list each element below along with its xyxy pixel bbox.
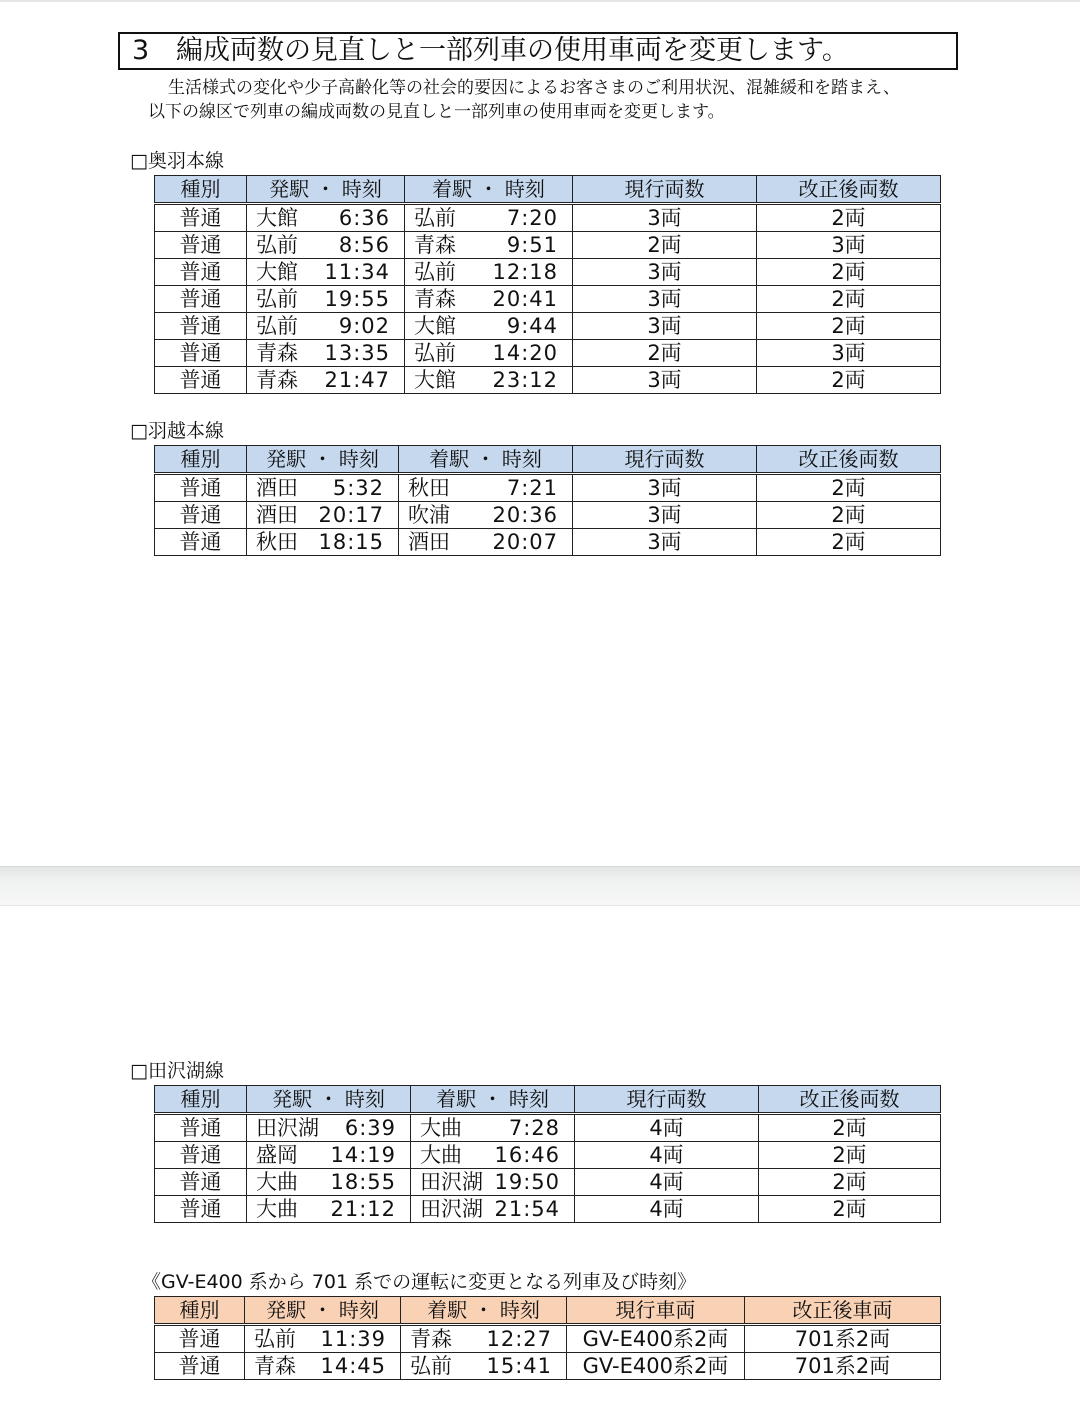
time-value: 20:07 [492, 530, 558, 554]
departure-cell [245, 1325, 401, 1353]
time-value: 14:20 [492, 341, 558, 365]
table-row [155, 474, 941, 502]
column-header: 着駅 ・ 時刻 [401, 1297, 567, 1325]
table-row [155, 286, 941, 313]
train-type-cell: 普通 [155, 313, 247, 340]
table-row [155, 259, 941, 286]
train-type-cell: 普通 [155, 502, 247, 529]
arrival-cell [405, 232, 573, 259]
section-title [118, 32, 958, 70]
revised-cars-cell: 701系2両 [745, 1325, 941, 1353]
table-row [155, 1196, 941, 1223]
line-name-ou: 奥羽本線 [147, 150, 224, 172]
arrival-cell [401, 1325, 567, 1353]
revised-cars-cell: 2両 [757, 204, 941, 232]
column-header: 発駅 ・ 時刻 [245, 1297, 401, 1325]
departure-cell [247, 474, 399, 502]
column-header: 改正後車両 [745, 1297, 941, 1325]
train-type-cell: 普通 [155, 259, 247, 286]
station-name: 弘前 [414, 206, 456, 230]
intro-line-2: 以下の線区で列車の編成両数の見直しと一部列車の使用車両を変更します。 [148, 102, 725, 122]
arrival-cell [399, 474, 573, 502]
revised-cars-cell: 3両 [757, 340, 941, 367]
table-row [155, 1353, 941, 1380]
time-value: 23:12 [492, 368, 558, 392]
departure-cell [247, 367, 405, 394]
time-value: 20:41 [492, 287, 558, 311]
time-value: 9:02 [338, 314, 390, 338]
station-name: 吹浦 [408, 503, 450, 527]
column-header: 現行両数 [575, 1086, 759, 1114]
time-value: 13:35 [324, 341, 390, 365]
time-value: 20:36 [492, 503, 558, 527]
station-name: 大館 [414, 368, 456, 392]
time-value: 8:56 [338, 233, 390, 257]
schedule-table-vehicle [154, 1296, 941, 1380]
column-header: 発駅 ・ 時刻 [247, 446, 399, 474]
intro-line-1: 生活様式の変化や少子高齢化等の社会的要因によるお客さまのご利用状況、混雑緩和を踏まえ、 [168, 78, 901, 98]
departure-cell [247, 529, 399, 556]
arrival-cell [399, 529, 573, 556]
station-name: 弘前 [256, 314, 298, 338]
current-cars-cell: GV-E400系2両 [567, 1353, 745, 1380]
current-cars-cell: 4両 [575, 1142, 759, 1169]
station-name: 大曲 [256, 1170, 298, 1194]
time-value: 19:55 [324, 287, 390, 311]
time-value: 15:41 [486, 1354, 552, 1378]
arrival-cell [405, 259, 573, 286]
current-cars-cell: 3両 [573, 286, 757, 313]
column-header: 種別 [155, 446, 247, 474]
time-value: 11:34 [324, 260, 390, 284]
departure-cell [247, 1169, 411, 1196]
departure-cell [247, 1196, 411, 1223]
current-cars-cell: 4両 [575, 1114, 759, 1142]
column-header: 改正後両数 [759, 1086, 941, 1114]
station-name: 大曲 [420, 1116, 462, 1140]
arrival-cell [405, 313, 573, 340]
revised-cars-cell: 2両 [757, 313, 941, 340]
time-value: 21:12 [330, 1197, 396, 1221]
time-value: 14:19 [330, 1143, 396, 1167]
revised-cars-cell: 3両 [757, 232, 941, 259]
time-value: 11:39 [320, 1327, 386, 1351]
current-cars-cell: 4両 [575, 1169, 759, 1196]
revised-cars-cell: 2両 [759, 1196, 941, 1223]
revised-cars-cell: 2両 [759, 1142, 941, 1169]
arrival-cell [411, 1196, 575, 1223]
station-name: 弘前 [256, 287, 298, 311]
train-type-cell: 普通 [155, 1196, 247, 1223]
column-header: 着駅 ・ 時刻 [399, 446, 573, 474]
table-row [155, 1114, 941, 1142]
station-name: 弘前 [256, 233, 298, 257]
current-cars-cell: 3両 [573, 313, 757, 340]
column-header: 着駅 ・ 時刻 [405, 176, 573, 204]
table-row [155, 340, 941, 367]
station-name: 弘前 [254, 1327, 296, 1351]
checkbox-square-icon: □ [130, 150, 148, 172]
station-name: 酒田 [408, 530, 450, 554]
schedule-table-tazawako [154, 1085, 941, 1223]
section-number: 3 [132, 35, 150, 66]
table-row [155, 1325, 941, 1353]
time-value: 6:36 [338, 206, 390, 230]
column-header: 種別 [155, 176, 247, 204]
table-row [155, 204, 941, 232]
station-name: 大曲 [420, 1143, 462, 1167]
revised-cars-cell: 2両 [757, 529, 941, 556]
time-value: 9:51 [506, 233, 558, 257]
station-name: 秋田 [256, 530, 298, 554]
revised-cars-cell: 701系2両 [745, 1353, 941, 1380]
time-value: 6:39 [344, 1116, 396, 1140]
time-value: 5:32 [332, 476, 384, 500]
station-name: 弘前 [410, 1354, 452, 1378]
current-cars-cell: 3両 [573, 367, 757, 394]
current-cars-cell: 3両 [573, 474, 757, 502]
departure-cell [247, 313, 405, 340]
train-type-cell: 普通 [155, 1114, 247, 1142]
time-value: 16:46 [494, 1143, 560, 1167]
current-cars-cell: 3両 [573, 502, 757, 529]
arrival-cell [411, 1114, 575, 1142]
station-name: 弘前 [414, 341, 456, 365]
column-header: 現行両数 [573, 446, 757, 474]
departure-cell [247, 204, 405, 232]
station-name: 秋田 [408, 476, 450, 500]
station-name: 大館 [256, 206, 298, 230]
current-cars-cell: 3両 [573, 204, 757, 232]
arrival-cell [411, 1142, 575, 1169]
table-row [155, 232, 941, 259]
time-value: 18:15 [318, 530, 384, 554]
train-type-cell: 普通 [155, 286, 247, 313]
station-name: 青森 [254, 1354, 296, 1378]
time-value: 20:17 [318, 503, 384, 527]
station-name: 青森 [256, 368, 298, 392]
time-value: 7:20 [506, 206, 558, 230]
station-name: 青森 [414, 233, 456, 257]
station-name: 盛岡 [256, 1143, 298, 1167]
table-row [155, 529, 941, 556]
revised-cars-cell: 2両 [757, 259, 941, 286]
time-value: 14:45 [320, 1354, 386, 1378]
revised-cars-cell: 2両 [757, 286, 941, 313]
time-value: 9:44 [506, 314, 558, 338]
revised-cars-cell: 2両 [759, 1169, 941, 1196]
station-name: 弘前 [414, 260, 456, 284]
table-row [155, 367, 941, 394]
station-name: 青森 [414, 287, 456, 311]
table-header-row [155, 1086, 941, 1114]
arrival-cell [405, 340, 573, 367]
revised-cars-cell: 2両 [759, 1114, 941, 1142]
train-type-cell: 普通 [155, 1169, 247, 1196]
train-type-cell: 普通 [155, 1325, 245, 1353]
schedule-table-ou [154, 175, 941, 394]
station-name: 青森 [256, 341, 298, 365]
train-type-cell: 普通 [155, 529, 247, 556]
column-header: 改正後両数 [757, 446, 941, 474]
station-name: 大館 [256, 260, 298, 284]
departure-cell [247, 1114, 411, 1142]
table-header-row [155, 1297, 941, 1325]
revised-cars-cell: 2両 [757, 502, 941, 529]
current-cars-cell: 4両 [575, 1196, 759, 1223]
revised-cars-cell: 2両 [757, 474, 941, 502]
current-cars-cell: 3両 [573, 529, 757, 556]
station-name: 田沢湖 [420, 1170, 483, 1194]
train-type-cell: 普通 [155, 232, 247, 259]
column-header: 着駅 ・ 時刻 [411, 1086, 575, 1114]
line-name-uetsu: 羽越本線 [147, 420, 224, 442]
time-value: 7:21 [506, 476, 558, 500]
line-name-tazawako: 田沢湖線 [147, 1060, 224, 1082]
station-name: 酒田 [256, 503, 298, 527]
intro-paragraph [148, 76, 978, 124]
table-row [155, 1142, 941, 1169]
time-value: 21:54 [494, 1197, 560, 1221]
time-value: 19:50 [494, 1170, 560, 1194]
train-type-cell: 普通 [155, 367, 247, 394]
vehicle-change-title: 《GV-E400 系から 701 系での運転に変更となる列車及び時刻》 [142, 1271, 697, 1293]
checkbox-square-icon: □ [130, 1060, 148, 1082]
revised-cars-cell: 2両 [757, 367, 941, 394]
current-cars-cell: 2両 [573, 232, 757, 259]
departure-cell [247, 259, 405, 286]
train-type-cell: 普通 [155, 1353, 245, 1380]
arrival-cell [405, 204, 573, 232]
column-header: 発駅 ・ 時刻 [247, 1086, 411, 1114]
section-title-text: 編成両数の見直しと一部列車の使用車両を変更します。 [176, 35, 849, 66]
departure-cell [247, 1142, 411, 1169]
column-header: 発駅 ・ 時刻 [247, 176, 405, 204]
schedule-table-uetsu [154, 445, 941, 556]
current-cars-cell: 2両 [573, 340, 757, 367]
table-row [155, 502, 941, 529]
station-name: 大曲 [256, 1197, 298, 1221]
time-value: 18:55 [330, 1170, 396, 1194]
departure-cell [247, 340, 405, 367]
arrival-cell [405, 286, 573, 313]
arrival-cell [401, 1353, 567, 1380]
line-label-tazawako [130, 1059, 224, 1083]
table-header-row [155, 446, 941, 474]
departure-cell [245, 1353, 401, 1380]
time-value: 12:18 [492, 260, 558, 284]
arrival-cell [411, 1169, 575, 1196]
column-header: 種別 [155, 1086, 247, 1114]
page-top-border [0, 0, 1080, 2]
current-cars-cell: GV-E400系2両 [567, 1325, 745, 1353]
station-name: 青森 [410, 1327, 452, 1351]
column-header: 現行両数 [573, 176, 757, 204]
column-header: 改正後両数 [757, 176, 941, 204]
departure-cell [247, 286, 405, 313]
column-header: 現行車両 [567, 1297, 745, 1325]
table-header-row [155, 176, 941, 204]
checkbox-square-icon: □ [130, 420, 148, 442]
train-type-cell: 普通 [155, 1142, 247, 1169]
train-type-cell: 普通 [155, 340, 247, 367]
column-header: 種別 [155, 1297, 245, 1325]
departure-cell [247, 232, 405, 259]
current-cars-cell: 3両 [573, 259, 757, 286]
arrival-cell [399, 502, 573, 529]
station-name: 酒田 [256, 476, 298, 500]
train-type-cell: 普通 [155, 474, 247, 502]
page-separator [0, 866, 1080, 906]
time-value: 7:28 [508, 1116, 560, 1140]
table-row [155, 313, 941, 340]
station-name: 田沢湖 [256, 1116, 319, 1140]
arrival-cell [405, 367, 573, 394]
train-type-cell: 普通 [155, 204, 247, 232]
time-value: 12:27 [486, 1327, 552, 1351]
departure-cell [247, 502, 399, 529]
table-row [155, 1169, 941, 1196]
line-label-uetsu [130, 419, 224, 443]
line-label-ou [130, 149, 224, 173]
station-name: 大館 [414, 314, 456, 338]
station-name: 田沢湖 [420, 1197, 483, 1221]
time-value: 21:47 [324, 368, 390, 392]
